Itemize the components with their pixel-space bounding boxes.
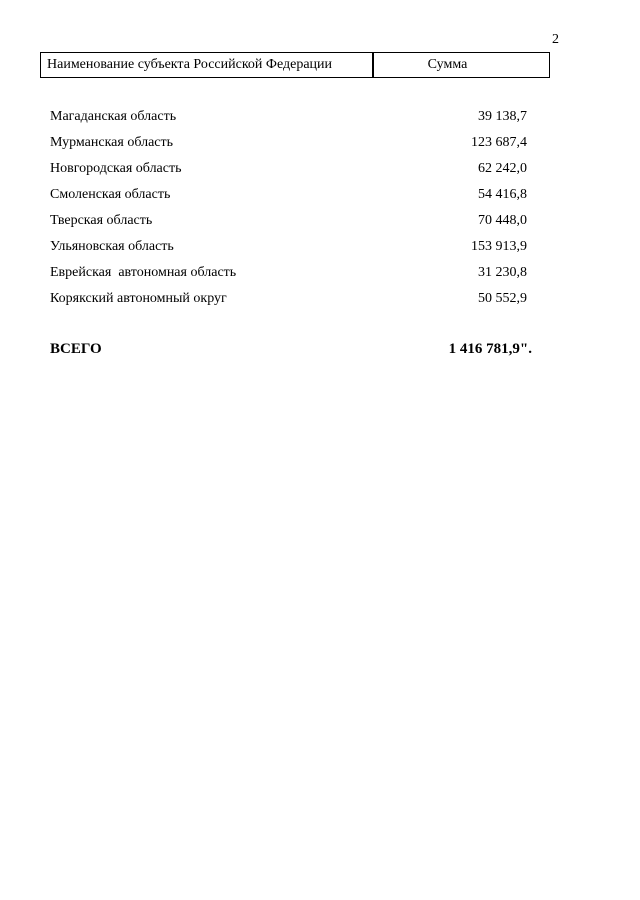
table-header [40, 52, 550, 78]
region-sum: 31 230,8 [478, 265, 527, 280]
total-row [50, 341, 532, 358]
region-list [50, 107, 527, 315]
total-label: ВСЕГО [50, 341, 102, 357]
column-header-region: Наименование субъекта Российской Федерации [41, 53, 374, 77]
total-value: 1 416 781,9". [448, 341, 532, 357]
table-row [50, 159, 527, 185]
region-sum: 50 552,9 [478, 291, 527, 306]
table-row [50, 289, 527, 315]
region-name: Корякский автономный округ [50, 291, 227, 306]
column-header-sum: Сумма [427, 57, 468, 72]
table-row [50, 263, 527, 289]
region-sum: 62 242,0 [478, 161, 527, 176]
region-name: Магаданская область [50, 109, 177, 124]
region-name: Смоленская область [50, 187, 171, 202]
table-row [50, 237, 527, 263]
table-row [50, 211, 527, 237]
region-name: Тверская область [50, 213, 153, 228]
page-number: 2 [552, 32, 559, 47]
region-name: Мурманская область [50, 135, 174, 150]
region-name: Новгородская область [50, 161, 182, 176]
region-sum: 39 138,7 [478, 109, 527, 124]
region-sum: 54 416,8 [478, 187, 527, 202]
table-row [50, 107, 527, 133]
table-row [50, 133, 527, 159]
region-sum: 153 913,9 [471, 239, 527, 254]
table-row [50, 185, 527, 211]
region-name: Ульяновская область [50, 239, 174, 254]
region-sum: 123 687,4 [471, 135, 527, 150]
region-sum: 70 448,0 [478, 213, 527, 228]
region-name: Еврейская автономная область [50, 265, 237, 280]
